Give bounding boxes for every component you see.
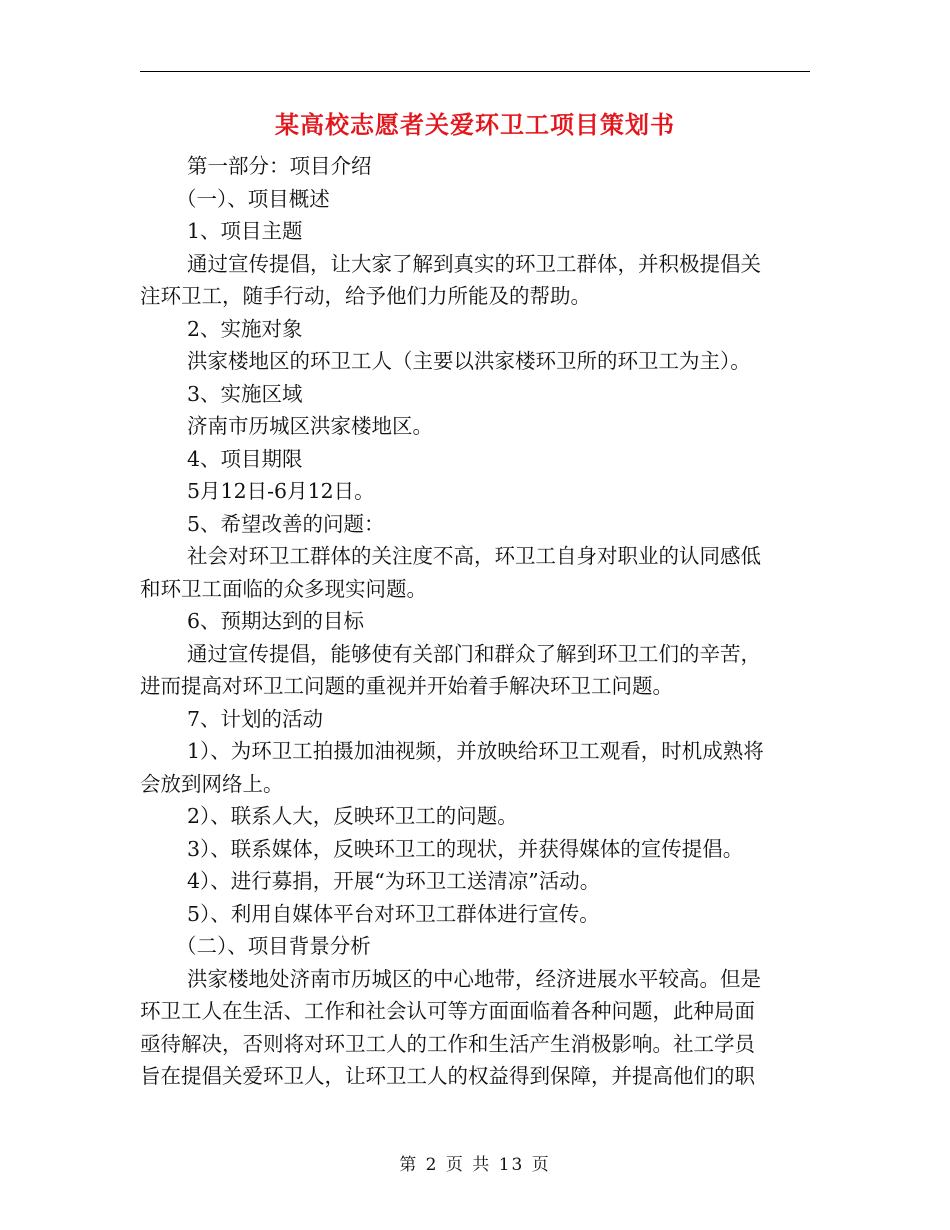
item-heading: 5、希望改善的问题： [187, 511, 385, 536]
item-heading: 1、项目主题 [187, 219, 303, 243]
paragraph-line: 通过宣传提倡，让大家了解到真实的环卫工群体，并积极提倡关 [187, 251, 761, 276]
paragraph-line: 注环卫工，随手行动，给予他们力所能及的帮助。 [140, 284, 591, 308]
paragraph-line: 济南市历城区洪家楼地区。 [187, 414, 433, 438]
activity-item: 2）、联系人大，反映环卫工的问题。 [187, 804, 518, 828]
paragraph-line: 洪家楼地处济南市历城区的中心地带，经济进展水平较高。但是 [187, 966, 761, 991]
paragraph-line: 旨在提倡关爱环卫人，让环卫工人的权益得到保障，并提高他们的职 [140, 1064, 755, 1088]
header-rule [140, 71, 810, 72]
document-body [140, 150, 810, 1093]
activity-item: 5）、利用自媒体平台对环卫工群体进行宣传。 [187, 901, 600, 926]
section-heading: 第一部分：项目介绍 [187, 154, 372, 178]
subsection-heading: （二）、项目背景分析 [176, 934, 371, 958]
paragraph-line: 和环卫工面临的众多现实问题。 [140, 576, 427, 601]
paragraph-line: 洪家楼地区的环卫工人（主要以洪家楼环卫所的环卫工为主）。 [187, 349, 751, 373]
paragraph-line: 通过宣传提倡，能够使有关部门和群众了解到环卫工们的辛苦， [187, 641, 761, 666]
activity-item: 3）、联系媒体，反映环卫工的现状，并获得媒体的宣传提倡。 [187, 836, 744, 861]
page-number-footer: 第 2 页 共 13 页 [399, 1155, 551, 1175]
activity-item: 1）、为环卫工拍摄加油视频，并放映给环卫工观看，时机成熟将 [187, 739, 764, 763]
paragraph-line: 社会对环卫工群体的关注度不高，环卫工自身对职业的认同感低 [187, 544, 761, 568]
paragraph-line: 5月12日-6月12日。 [187, 479, 375, 503]
item-heading: 7、计划的活动 [187, 706, 324, 731]
item-heading: 3、实施区域 [187, 381, 303, 406]
paragraph-line: 亟待解决，否则将对环卫工人的工作和生活产生消极影响。社工学员 [140, 1031, 755, 1056]
item-heading: 4、项目期限 [187, 446, 303, 471]
paragraph-line: 环卫工人在生活、工作和社会认可等方面面临着各种问题，此种局面 [140, 999, 755, 1023]
paragraph-line: 进而提高对环卫工问题的重视并开始着手解决环卫工问题。 [140, 674, 673, 698]
item-heading: 6、预期达到的目标 [187, 609, 365, 633]
item-heading: 2、实施对象 [187, 316, 303, 341]
paragraph-line: 会放到网络上。 [140, 771, 284, 796]
document-title: 某高校志愿者关爱环卫工项目策划书 [275, 110, 675, 139]
activity-item: 4）、进行募捐，开展“为环卫工送清凉”活动。 [187, 869, 601, 893]
subsection-heading: （一）、项目概述 [176, 186, 330, 211]
